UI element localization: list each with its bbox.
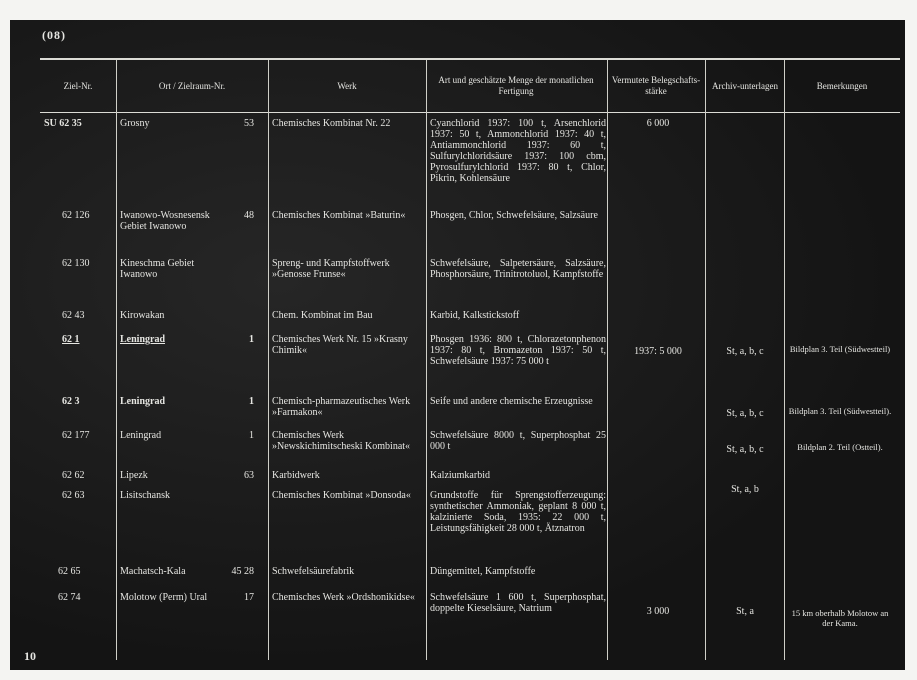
location: [120, 210, 260, 232]
header-ort: Ort / Zielraum-Nr.: [158, 80, 226, 91]
target-id: 62 1: [62, 334, 80, 345]
target-id: 62 126: [62, 210, 90, 221]
location-number: 45 28: [231, 566, 254, 577]
plant-name: Chem. Kombinat im Bau: [272, 310, 373, 321]
production: Schwefelsäure 1 600 t, Superphosphat, doppelte Kieselsäure, Natrium: [430, 592, 606, 614]
target-id: 62 65: [58, 566, 81, 577]
plant-name: Spreng- und Kampfstoffwerk »Genosse Frunse«: [272, 258, 390, 280]
remarks: Bildplan 2. Teil (Ostteil).: [797, 442, 883, 452]
location: [120, 118, 260, 129]
col-divider: [607, 60, 608, 660]
header-art: Art und geschätzte Menge der monatlichen Fertigung: [438, 75, 594, 96]
production: Grundstoffe für Sprengstofferzeugung: synthetischer Ammoniak, geplant 8 000 t, kalzinierte Soda, 1935: 22 000 t, Leistungsfähigkeit 28 000 t, Ätznatron: [430, 490, 606, 534]
location-name: Grosny: [120, 118, 150, 129]
production: Phosgen 1936: 800 t, Chlorazetonphenon 1937: 80 t, Bromazeton 1937: 50 t, Schwefelsäure 1937: 75 000 t: [430, 334, 606, 367]
location-name: Molotow (Perm) Ural: [120, 592, 208, 603]
header-archiv: Archiv-unterlagen: [712, 80, 778, 91]
col-divider: [268, 60, 269, 660]
location-number: 63: [244, 470, 254, 481]
header-id: Ziel-Nr.: [63, 80, 93, 91]
plant-name: Chemisches Kombinat »Baturin«: [272, 210, 406, 221]
location: [120, 430, 260, 441]
plant-name: Chemisch-pharmazeutisches Werk »Farmakon«: [272, 396, 411, 418]
remarks: Bildplan 3. Teil (Südwestteil).: [788, 406, 892, 416]
target-id: 62 3: [62, 396, 80, 407]
remarks: 15 km oberhalb Molotow an der Kama.: [791, 608, 889, 628]
col-divider: [784, 60, 785, 660]
remarks: Bildplan 3. Teil (Südwestteil): [789, 344, 891, 354]
location-name: Kineschma Gebiet Iwanowo: [120, 258, 195, 280]
location-name: Lisitschansk: [120, 490, 170, 501]
location: [120, 310, 260, 321]
plant-name: Chemisches Werk »Ordshonikidse«: [272, 592, 415, 603]
archive-refs: St, a, b: [731, 484, 759, 495]
plant-name: Chemisches Kombinat Nr. 22: [272, 118, 391, 129]
production: Schwefelsäure, Salpetersäure, Salzsäure, Phosphorsäure, Trinitrotoluol, Kampfstoffe: [430, 258, 606, 280]
location-number: 48: [244, 210, 254, 221]
page-number: 10: [24, 649, 36, 663]
target-id: SU 62 35: [44, 118, 82, 129]
plant-name: Chemisches Werk Nr. 15 »Krasny Chimik«: [272, 334, 408, 356]
target-id: 62 43: [62, 310, 85, 321]
production: Kalziumkarbid: [430, 470, 490, 481]
plant-name: Chemisches Kombinat »Donsoda«: [272, 490, 411, 501]
production: Cyanchlorid 1937: 100 t, Arsenchlorid 1937: 50 t, Ammonchlorid 1937: 40 t, Antiammonchlorid 1937: 60 t, Sulfurylchloridsäure 1937: 100 cbm, Pyrosulfurylchlorid 1937: 80 t, Chlor, Pikrin, Kohlensäure: [430, 118, 606, 184]
staff-estimate: 3 000: [646, 606, 670, 617]
location-name: Leningrad: [120, 334, 166, 345]
location-number: 1: [249, 430, 254, 441]
page-code: (08): [42, 28, 66, 42]
header-werk: Werk: [337, 80, 357, 91]
document-page: [10, 20, 905, 670]
archive-refs: St, a, b, c: [726, 408, 764, 419]
target-id: 62 74: [58, 592, 81, 603]
col-divider: [705, 60, 706, 660]
location: [120, 396, 260, 407]
location-number: 53: [244, 118, 254, 129]
archive-refs: St, a, b, c: [726, 346, 764, 357]
location-name: Leningrad: [120, 396, 166, 407]
location-name: Iwanowo-Wosnesensk Gebiet Iwanowo: [120, 210, 210, 232]
plant-name: Chemisches Werk »Newskichimitscheski Kombinat«: [272, 430, 411, 452]
location: [120, 592, 260, 603]
target-id: 62 62: [62, 470, 85, 481]
staff-estimate: 6 000: [646, 118, 670, 129]
location-number: 1: [249, 396, 254, 407]
plant-name: Karbidwerk: [272, 470, 320, 481]
production: Seife und andere chemische Erzeugnisse: [430, 396, 593, 407]
location: [120, 566, 260, 577]
location-name: Kirowakan: [120, 310, 165, 321]
production: Karbid, Kalkstickstoff: [430, 310, 520, 321]
staff-estimate: 1937: 5 000: [634, 346, 682, 357]
header-rule: [40, 112, 900, 113]
location-name: Machatsch-Kala: [120, 566, 186, 577]
production: Düngemittel, Kampfstoffe: [430, 566, 536, 577]
col-divider: [426, 60, 427, 660]
production: Schwefelsäure 8000 t, Superphosphat 25 000 t: [430, 430, 606, 452]
archive-refs: St, a, b, c: [726, 444, 764, 455]
location: [120, 334, 260, 345]
location-name: Leningrad: [120, 430, 162, 441]
header-bemerkungen: Bemerkungen: [816, 80, 868, 91]
location: [120, 258, 260, 280]
archive-refs: St, a: [736, 606, 754, 617]
plant-name: Schwefelsäurefabrik: [272, 566, 355, 577]
header-staff: Vermutete Belegschafts-stärke: [611, 75, 701, 96]
location-name: Lipezk: [120, 470, 148, 481]
target-id: 62 63: [62, 490, 85, 501]
production: Phosgen, Chlor, Schwefelsäure, Salzsäure: [430, 210, 598, 221]
target-id: 62 177: [62, 430, 90, 441]
location-number: 1: [249, 334, 254, 345]
target-id: 62 130: [62, 258, 90, 269]
location: [120, 490, 260, 501]
location-number: 17: [244, 592, 254, 603]
location: [120, 470, 260, 481]
